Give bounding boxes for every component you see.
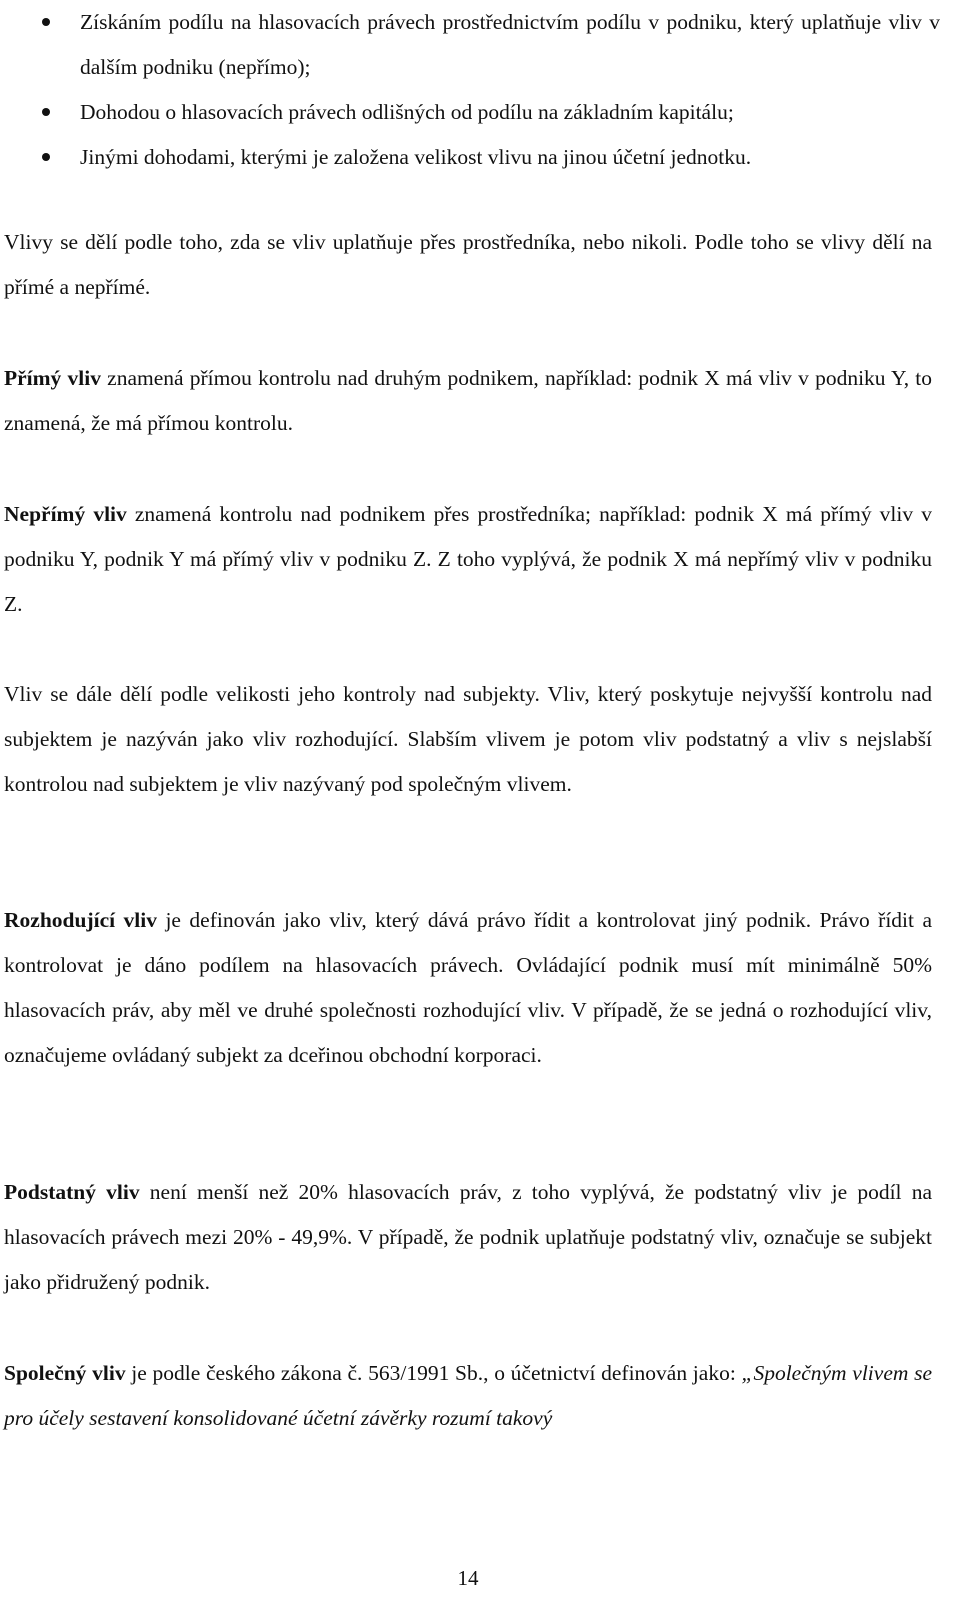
paragraph-text: není menší než 20% hlasovacích práv, z toho vyplývá, že podstatný vliv je podíl na hlasovacích právech mezi 20% - 49,9%. V případě, že podnik uplatňuje podstatný vliv, označuje se subjekt jako přidružený podnik. [4,1180,932,1294]
paragraph-text: Vliv se dále dělí podle velikosti jeho kontroly nad subjekty. Vliv, který poskytuje nejvyšší kontrolu nad subjektem je nazýván jako vliv rozhodující. Slabším vlivem je potom vliv podstatný a vliv s nejslabší kontrolou nad subjektem je vliv nazývaný pod společným vlivem. [4,682,932,796]
paragraph-text: je podle českého zákona č. 563/1991 Sb., o účetnictví definován jako: [125,1361,742,1385]
term-joint-influence: Společný vliv [4,1361,126,1385]
paragraph-direct-influence [4,356,932,446]
list-item-text: Získáním podílu na hlasovacích právech prostřednictvím podílu v podniku, který uplatňuje vliv v dalším podniku (nepřímo); [80,10,940,79]
term-significant-influence: Podstatný vliv [4,1180,140,1204]
list-item [0,0,940,90]
paragraph-influence-size [4,672,932,807]
term-indirect-influence: Nepřímý vliv [4,502,127,526]
paragraph-text: je definován jako vliv, který dává právo řídit a kontrolovat jiný podnik. Právo řídit a kontrolovat je dáno podílem na hlasovacích právech. Ovládající podnik musí mít minimálně 50% hlasovacích práv, aby měl ve druhé společnosti rozhodující vliv. V případě, že se jedná o rozhodující vliv, označujeme ovládaný subjekt za dceřinou obchodní korporaci. [4,908,932,1067]
paragraph-joint-influence [4,1351,932,1441]
bullet-icon [42,153,50,161]
list-item-text: Jinými dohodami, kterými je založena velikost vlivu na jinou účetní jednotku. [80,145,752,169]
term-decisive-influence: Rozhodující vliv [4,908,157,932]
paragraph-text: znamená kontrolu nad podnikem přes prostředníka; například: podnik X má přímý vliv v podniku Y, podnik Y má přímý vliv v podniku Z. Z toho vyplývá, že podnik X má nepřímý vliv v podniku Z. [4,502,932,616]
bullet-icon [42,18,50,26]
list-item [0,90,940,135]
paragraph-text: znamená přímou kontrolu nad druhým podnikem, například: podnik X má vliv v podniku Y, to znamená, že má přímou kontrolu. [4,366,932,435]
paragraph-influence-types [4,220,932,310]
paragraph-significant-influence [4,1170,932,1305]
bullet-icon [42,108,50,116]
list-item [0,135,940,180]
term-direct-influence: Přímý vliv [4,366,101,390]
page-number: 14 [457,1566,479,1590]
paragraph-indirect-influence [4,492,932,627]
bullet-list [0,0,940,180]
list-item-text: Dohodou o hlasovacích právech odlišných od podílu na základním kapitálu; [80,100,734,124]
legal-quote: „Společným vlivem se pro účely sestavení konsolidované účetní závěrky rozumí takový [4,1361,932,1430]
paragraph-text: Vlivy se dělí podle toho, zda se vliv uplatňuje přes prostředníka, nebo nikoli. Podle toho se vlivy dělí na přímé a nepřímé. [4,230,932,299]
paragraph-decisive-influence [4,898,932,1078]
